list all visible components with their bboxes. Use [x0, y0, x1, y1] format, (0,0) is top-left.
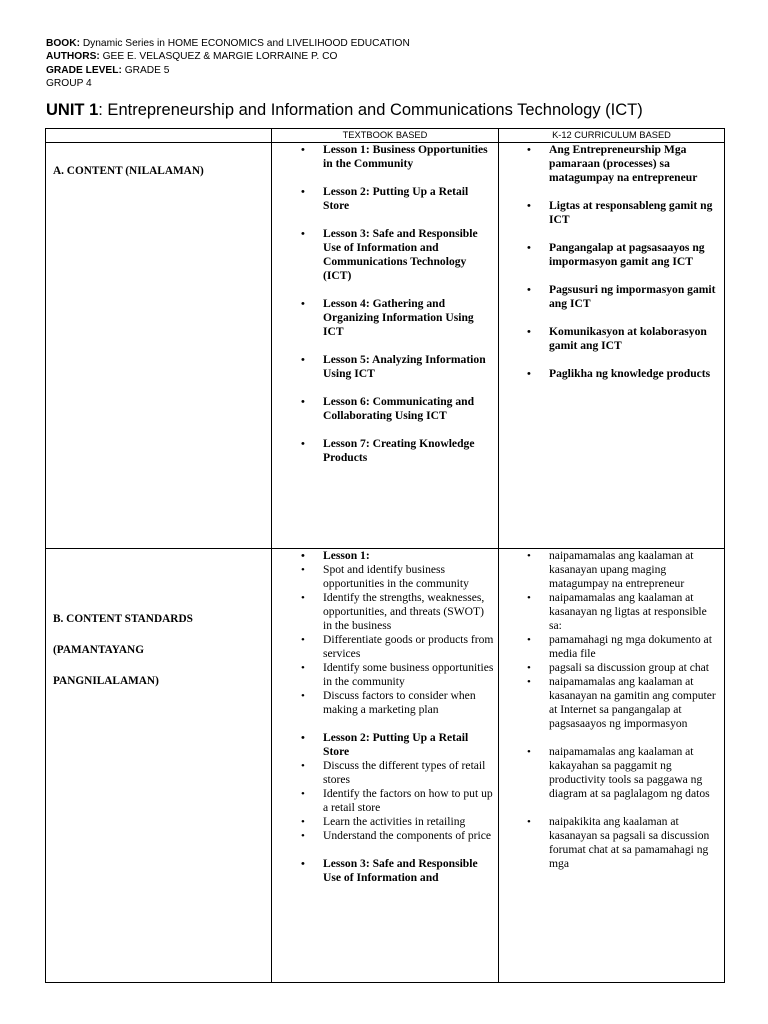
unit-title: UNIT 1: Entrepreneurship and Information and Communications Technology (ICT) [46, 101, 643, 119]
curriculum-table [45, 128, 725, 983]
group-line: GROUP 4 [46, 77, 92, 89]
k12-content-cell [499, 143, 725, 549]
list-item: • Pagsusuri ng impormasyon gamit ang ICT [499, 283, 720, 311]
list-item: • Lesson 7: Creating Knowledge Products [272, 437, 494, 465]
list-item: • Discuss the different types of retail stores [272, 759, 494, 787]
list-item: • Paglikha ng knowledge products [499, 367, 720, 381]
list-item: • Spot and identify business opportunities in the community [272, 563, 494, 591]
document-metadata [46, 37, 410, 90]
list-item: • Differentiate goods or products from services [272, 633, 494, 661]
list-item: • Lesson 4: Gathering and Organizing Information Using ICT [272, 297, 494, 339]
list-item: • pamamahagi ng mga dokumento at media file [499, 633, 720, 661]
list-item: • Ang Entrepreneurship Mga pamaraan (processes) sa matagumpay na entrepreneur [499, 143, 720, 185]
row-label-content-standards: B. CONTENT STANDARDS (PAMANTAYANG PANGNILALAMAN) [46, 549, 272, 983]
list-item: • Understand the components of price [272, 829, 494, 843]
grade-line: GRADE LEVEL: GRADE 5 [46, 64, 170, 76]
row-label-content: A. CONTENT (NILALAMAN) [46, 143, 272, 549]
list-item: • Lesson 1: [272, 549, 494, 563]
list-item: • pagsali sa discussion group at chat [499, 661, 720, 675]
header-cell-k12: K-12 CURRICULUM BASED [499, 129, 725, 143]
list-item: • Pangangalap at pagsasaayos ng impormasyon gamit ang ICT [499, 241, 720, 269]
list-item: • Lesson 3: Safe and Responsible Use of Information and Communications Technology (ICT) [272, 227, 494, 283]
table-row-content [46, 143, 725, 549]
header-cell-empty [46, 129, 272, 143]
list-item: • Lesson 6: Communicating and Collaborating Using ICT [272, 395, 494, 423]
authors-line: AUTHORS: GEE E. VELASQUEZ & MARGIE LORRAINE P. CO [46, 51, 338, 63]
list-item: • naipakikita ang kaalaman at kasanayan sa pagsali sa discussion forumat chat at sa pamamahagi ng mga [499, 815, 720, 871]
list-item: • Learn the activities in retailing [272, 815, 494, 829]
list-item: • naipamamalas ang kaalaman at kasanayan na gamitin ang computer at Internet sa pangangalap at pagsasaayos ng impormasyon [499, 675, 720, 731]
list-item: • Lesson 2: Putting Up a Retail Store [272, 731, 494, 759]
textbook-content-cell [272, 143, 499, 549]
list-item: • Identify the strengths, weaknesses, opportunities, and threats (SWOT) in the business [272, 591, 494, 633]
list-item: • Lesson 5: Analyzing Information Using ICT [272, 353, 494, 381]
list-item: • Lesson 3: Safe and Responsible Use of Information and [272, 857, 494, 885]
book-line: BOOK: Dynamic Series in HOME ECONOMICS and LIVELIHOOD EDUCATION [46, 38, 410, 49]
list-item: • Lesson 2: Putting Up a Retail Store [272, 185, 494, 213]
textbook-standards-cell [272, 549, 499, 983]
list-item: • Lesson 1: Business Opportunities in the Community [272, 143, 494, 171]
table-header-row [46, 129, 725, 143]
list-item: • naipamamalas ang kaalaman at kasanayan ng ligtas at responsible sa: [499, 591, 720, 633]
list-item: • Identify the factors on how to put up a retail store [272, 787, 494, 815]
k12-standards-cell [499, 549, 725, 983]
table-row-content-standards [46, 549, 725, 983]
list-item: • naipamamalas ang kaalaman at kakayahan sa paggamit ng productivity tools sa paggawa ng diagram at sa paglalagom ng datos [499, 745, 720, 801]
list-item: • Identify some business opportunities in the community [272, 661, 494, 689]
list-item: • naipamamalas ang kaalaman at kasanayan upang maging matagumpay na entrepreneur [499, 549, 720, 591]
header-cell-textbook: TEXTBOOK BASED [272, 129, 499, 143]
list-item: • Ligtas at responsableng gamit ng ICT [499, 199, 720, 227]
list-item: • Discuss factors to consider when making a marketing plan [272, 689, 494, 717]
list-item: • Komunikasyon at kolaborasyon gamit ang ICT [499, 325, 720, 353]
